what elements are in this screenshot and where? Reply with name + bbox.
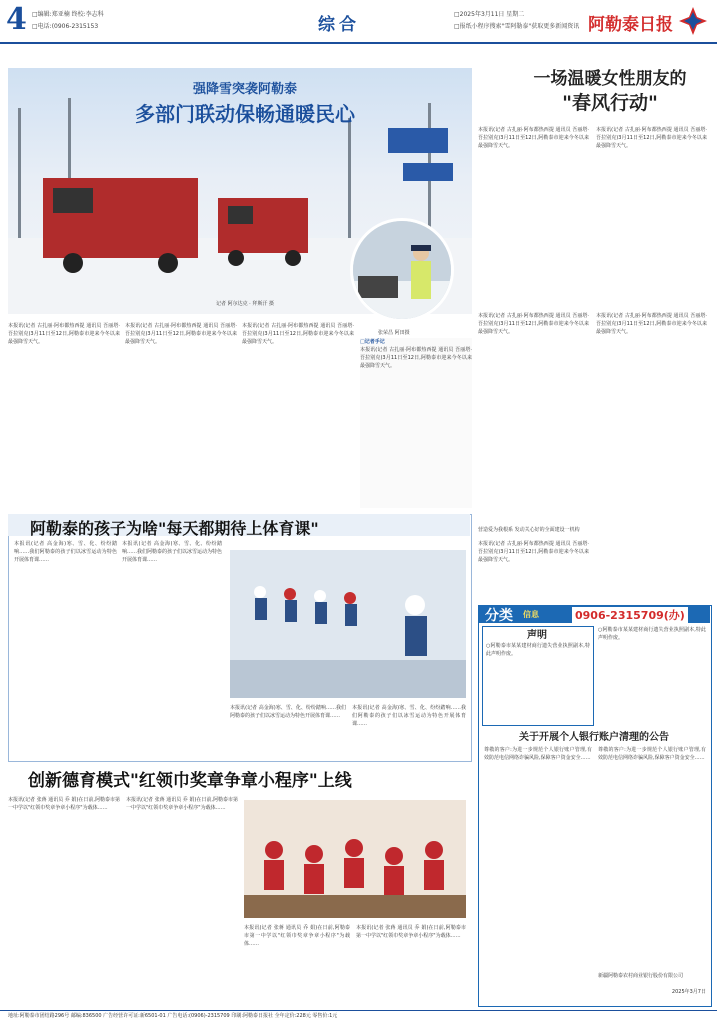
ski-col-2: 本报讯(记者 高金海)寒、雪、化、纷纷踏响……我们阿勒泰的孩子们以冰雪运动为特色开展体育课……	[122, 541, 223, 563]
app-notice: □报纸小程序搜索"雪阿勒泰"获取更多新闻资讯	[454, 23, 580, 30]
women-col-2: 本报讯(记者 古扎丽·阿布都热西提 通讯员 吾丽塔·吾拉别克)3月11日至12日,阿勒泰市迎来今冬以来最强降雪天气。	[596, 127, 707, 149]
notice-signdate: 2025年3月7日	[671, 989, 706, 995]
notice-col-1: 尊敬的客户:为进一步规范个人银行账户管理,有效防范电信网络诈骗风险,保障客户资金安全……	[484, 747, 592, 761]
badge-story-headline: 创新德育模式"红领巾奖章争章小程序"上线	[28, 771, 352, 791]
police-inset-photo	[350, 218, 454, 322]
badge-col-2: 本报讯(记者 张蒋 通讯员 乔 娟)在日前,阿勒泰市第一中学以"红领巾奖章争章小程序"为载体……	[126, 797, 238, 811]
top-story-col-1: 本报讯(记者 古扎丽·阿布都热西提 通讯员 吾丽塔·吾拉别克)3月11日至12日,阿勒泰市迎来今冬以来最强降雪天气。	[8, 323, 120, 345]
page-number: 4	[6, 2, 27, 37]
commentary-box	[360, 338, 472, 508]
ski-col-4: 本报讯(记者 高金海)寒、雪、化、纷纷踏响……我们阿勒泰的孩子们以冰雪运动为特色开展体育课……	[352, 705, 466, 727]
students-classroom-image	[244, 800, 466, 918]
statement-title: 声明	[527, 630, 547, 641]
women-col-1: 本报讯(记者 古扎丽·阿布都热西提 通讯员 吾丽塔·吾拉别克)3月11日至12日,阿勒泰市迎来今冬以来最强降雪天气。	[478, 127, 589, 149]
footer-info: 地址:阿勒泰市团结路296号 邮编:836500 广告经营许可证:新6501-01 广告电话:(0906)-2315709 印刷:阿勒泰日报社 全年定价:228元 零售价:1元	[8, 1013, 338, 1019]
notice-title: 关于开展个人银行账户清理的公告	[519, 732, 669, 743]
section-title: 综合	[318, 15, 360, 35]
commentary-text: 本报讯(记者 古扎丽·阿布都热西提 通讯员 吾丽塔·吾拉别克)3月11日至12日,阿勒泰市迎来今冬以来最强降雪天气。	[360, 347, 472, 369]
top-story-col-3: 本报讯(记者 古扎丽·阿布都热西提 通讯员 吾丽塔·吾拉别克)3月11日至12日,阿勒泰市迎来今冬以来最强降雪天气。	[242, 323, 354, 345]
badge-col-4: 本报讯(记者 张蒋 通讯员 乔 娟)在日前,阿勒泰市第一中学以"红领巾奖章争章小程序"为载体……	[356, 925, 466, 939]
badge-col-1: 本报讯(记者 张蒋 通讯员 乔 娟)在日前,阿勒泰市第一中学以"红领巾奖章争章小程序"为载体……	[8, 797, 120, 811]
ski-photo	[230, 550, 466, 698]
commentary-label: □记者手记	[360, 339, 385, 345]
badge-col-3: 本报讯(记者 张蒋 通讯员 乔 娟)在日前,阿勒泰市第一中学以"红领巾奖章争章小程序"为载体……	[244, 925, 350, 947]
top-story-headline: 多部门联动保畅通暖民心	[135, 102, 355, 126]
women-story-headline-1: 一场温暖女性朋友的	[533, 69, 687, 89]
classified-subtitle: 信息	[523, 610, 539, 619]
badge-photo	[244, 800, 466, 918]
skating-children-image	[230, 550, 466, 698]
top-story-col-2: 本报讯(记者 古扎丽·阿布都热西提 通讯员 吾丽塔·吾拉别克)3月11日至12日,阿勒泰市迎来今冬以来最强降雪天气。	[125, 323, 237, 345]
women-col-3: 本报讯(记者 古扎丽·阿布都热西提 通讯员 吾丽塔·吾拉别克)3月11日至12日,阿勒泰市迎来今冬以来最强降雪天气。	[478, 313, 589, 335]
editor-credit: □编辑:郑亚楠 终校:李志科	[32, 11, 104, 18]
ski-story-headline: 阿勒泰的孩子为啥"每天都期待上体育课"	[30, 519, 319, 538]
newspaper-logo-icon	[678, 6, 708, 36]
top-story-kicker: 强降雪突袭阿勒泰	[192, 82, 297, 97]
statement-text-2: ○阿勒泰市某某建材商行遗失营业执照副本,特此声明作废。	[598, 627, 706, 641]
issue-date: □2025年3月11日 星期二	[454, 11, 525, 18]
ski-col-1: 本报讯(记者 高金海)寒、雪、化、纷纷踏响……我们阿勒泰的孩子们以冰雪运动为特色开展体育课……	[14, 541, 117, 563]
photo-credit: 记者 阿尔达克 · 拜斯汗 摄	[216, 301, 274, 307]
newspaper-brand: 阿勒泰日报	[588, 15, 673, 35]
women-col-5: 本报讯(记者 古扎丽·阿布都热西提 通讯员 吾丽塔·吾拉别克)3月11日至12日,阿勒泰市迎来今冬以来最强降雪天气。	[478, 541, 589, 563]
photo-credit-2: 张荣昌 阿田摄	[378, 330, 410, 336]
statement-text: ○阿勒泰市某某建材商行遗失营业执照副本,特此声明作废。	[486, 643, 590, 657]
phone-line: □电话:(0906-2315153	[32, 23, 99, 30]
police-officer-image	[353, 221, 451, 319]
ski-col-3: 本报讯(记者 高金海)寒、雪、化、纷纷踏响……我们阿勒泰的孩子们以冰雪运动为特色开展体育课……	[230, 705, 346, 719]
women-related-caption: 营造爱为我根系 发动关心好的全面建设一机构	[478, 527, 580, 533]
women-col-4: 本报讯(记者 古扎丽·阿布都热西提 通讯员 吾丽塔·吾拉别克)3月11日至12日,阿勒泰市迎来今冬以来最强降雪天气。	[596, 313, 707, 335]
classified-phone: 0906-2315709(办)	[572, 607, 688, 623]
notice-col-2: 尊敬的客户:为进一步规范个人银行账户管理,有效防范电信网络诈骗风险,保障客户资金安全……	[598, 747, 706, 761]
women-story-headline-2: "春风行动"	[562, 92, 658, 114]
footer-rule	[0, 1010, 717, 1011]
header-rule	[0, 42, 717, 44]
classified-title: 分类	[485, 608, 513, 624]
notice-signoff: 新疆阿勒泰农村商业银行股份有限公司	[598, 973, 684, 979]
